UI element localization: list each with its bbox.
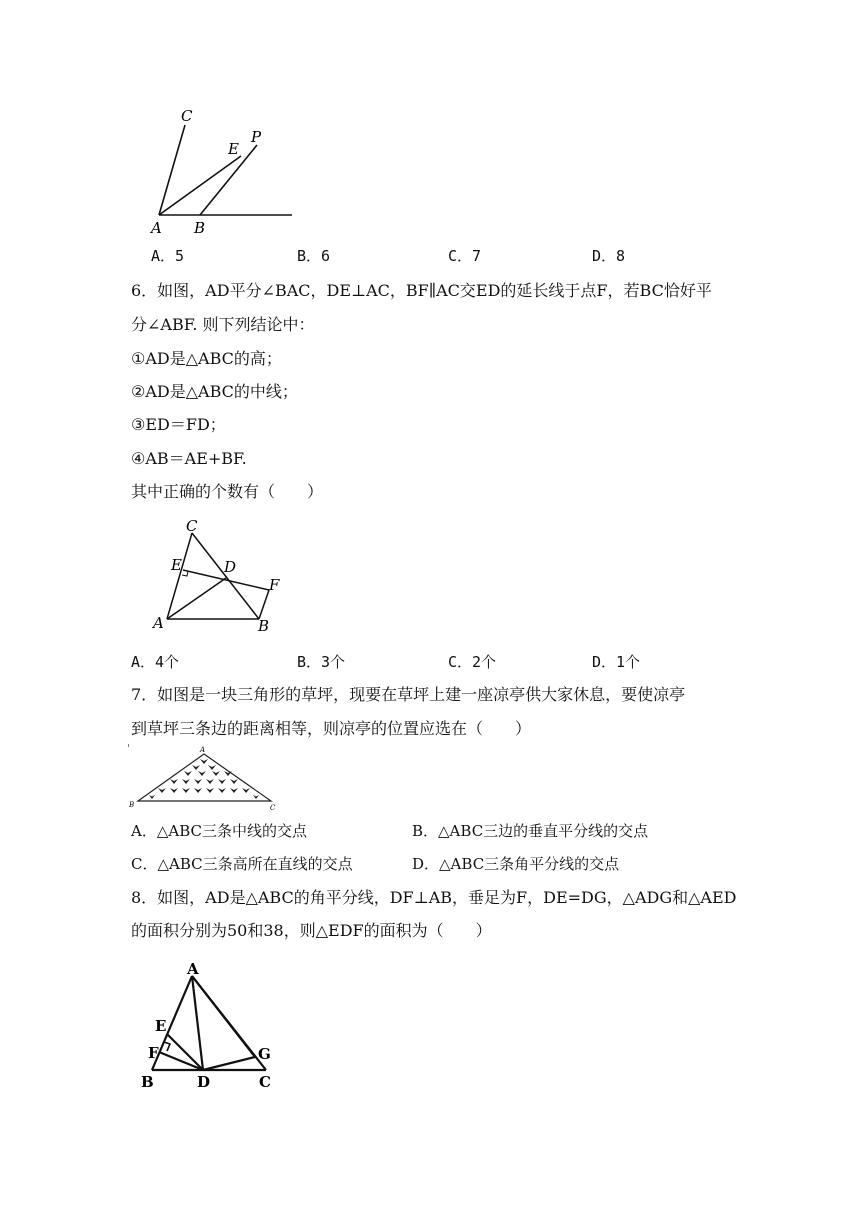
q7-option-d[interactable]: D．△ABC三条角平分线的交点: [412, 855, 620, 873]
q6-ask: 其中正确的个数有（ ）: [131, 482, 324, 501]
q6-option-b[interactable]: B．3个: [297, 653, 346, 671]
label-c: C: [259, 1073, 271, 1091]
label-c: C: [270, 804, 276, 812]
segment-dg: [203, 1057, 255, 1070]
q6-option-a[interactable]: A．4个: [131, 653, 180, 671]
label-d: D: [224, 558, 237, 576]
q6-stem-line2: 分∠ABF. 则下列结论中：: [131, 315, 315, 334]
grass-pattern: [128, 744, 131, 747]
segment-df: [159, 1052, 203, 1070]
label-a: A: [151, 219, 162, 237]
label-b: B: [141, 1073, 154, 1091]
q5-option-a[interactable]: A．5: [151, 247, 185, 265]
label-c: C: [186, 518, 198, 535]
q7-option-a[interactable]: A．△ABC三条中线的交点: [131, 822, 307, 840]
label-e: E: [171, 556, 182, 574]
label-b: B: [194, 219, 206, 237]
q6-stem-line1: 6．如图，AD平分∠BAC，DE⊥AC，BF∥AC交ED的延长线于点F，若BC恰好平: [131, 281, 712, 300]
label-a: A: [187, 962, 199, 978]
side-cb: [192, 533, 259, 619]
label-a: A: [200, 746, 206, 754]
q6-option-c[interactable]: C．2个: [448, 653, 497, 671]
q6-figure: [148, 518, 288, 638]
right-angle-mark: [182, 571, 188, 576]
q7-option-b[interactable]: B．△ABC三边的垂直平分线的交点: [412, 822, 649, 840]
q5-option-d[interactable]: D．8: [592, 247, 626, 265]
q8-figure: [135, 962, 285, 1092]
side-ac: [167, 533, 192, 619]
q8-stem-line2: 的面积分别为50和38，则△EDF的面积为（ ）: [131, 921, 492, 940]
q7-lawn-figure: [128, 744, 280, 812]
ray-ac: [159, 125, 185, 215]
q5-option-b[interactable]: B．6: [297, 247, 331, 265]
q7-stem-line2: 到草坪三条边的距离相等，则凉亭的位置应选在（ ）: [131, 719, 532, 738]
segment-ae: [159, 156, 241, 215]
label-e: E: [228, 140, 239, 158]
label-f: F: [148, 1044, 159, 1062]
segment-ad: [192, 976, 203, 1070]
q6-statement-2: ②AD是△ABC的中线；: [131, 382, 298, 401]
segment-bf: [259, 590, 269, 619]
right-angle-mark: [164, 1042, 170, 1051]
q6-statement-1: ①AD是△ABC的高；: [131, 349, 282, 368]
label-b: B: [129, 801, 135, 809]
label-g: G: [258, 1045, 271, 1063]
segment-ad: [167, 578, 226, 619]
q6-statement-4: ④AB＝AE+BF.: [131, 449, 247, 468]
q7-option-c[interactable]: C．△ABC三条高所在直线的交点: [131, 855, 353, 873]
segment-ag: [192, 976, 255, 1057]
label-a: A: [153, 614, 164, 632]
label-c: C: [181, 107, 193, 125]
label-b: B: [258, 617, 270, 635]
segment-de: [167, 1034, 203, 1070]
label-p: P: [251, 128, 262, 146]
label-d: D: [197, 1073, 211, 1091]
label-e: E: [155, 1017, 167, 1035]
q8-stem-line1: 8．如图，AD是△ABC的角平分线，DF⊥AB，垂足为F，DE=DG，△ADG和△AED: [131, 888, 737, 907]
q5-figure: [140, 100, 310, 240]
q6-statement-3: ③ED＝FD；: [131, 415, 226, 434]
q5-option-c[interactable]: C．7: [448, 247, 482, 265]
label-f: F: [269, 576, 280, 594]
q7-stem-line1: 7．如图是一块三角形的草坪，现要在草坪上建一座凉亭供大家休息，要使凉亭: [131, 685, 686, 704]
q6-option-d[interactable]: D．1个: [592, 653, 641, 671]
